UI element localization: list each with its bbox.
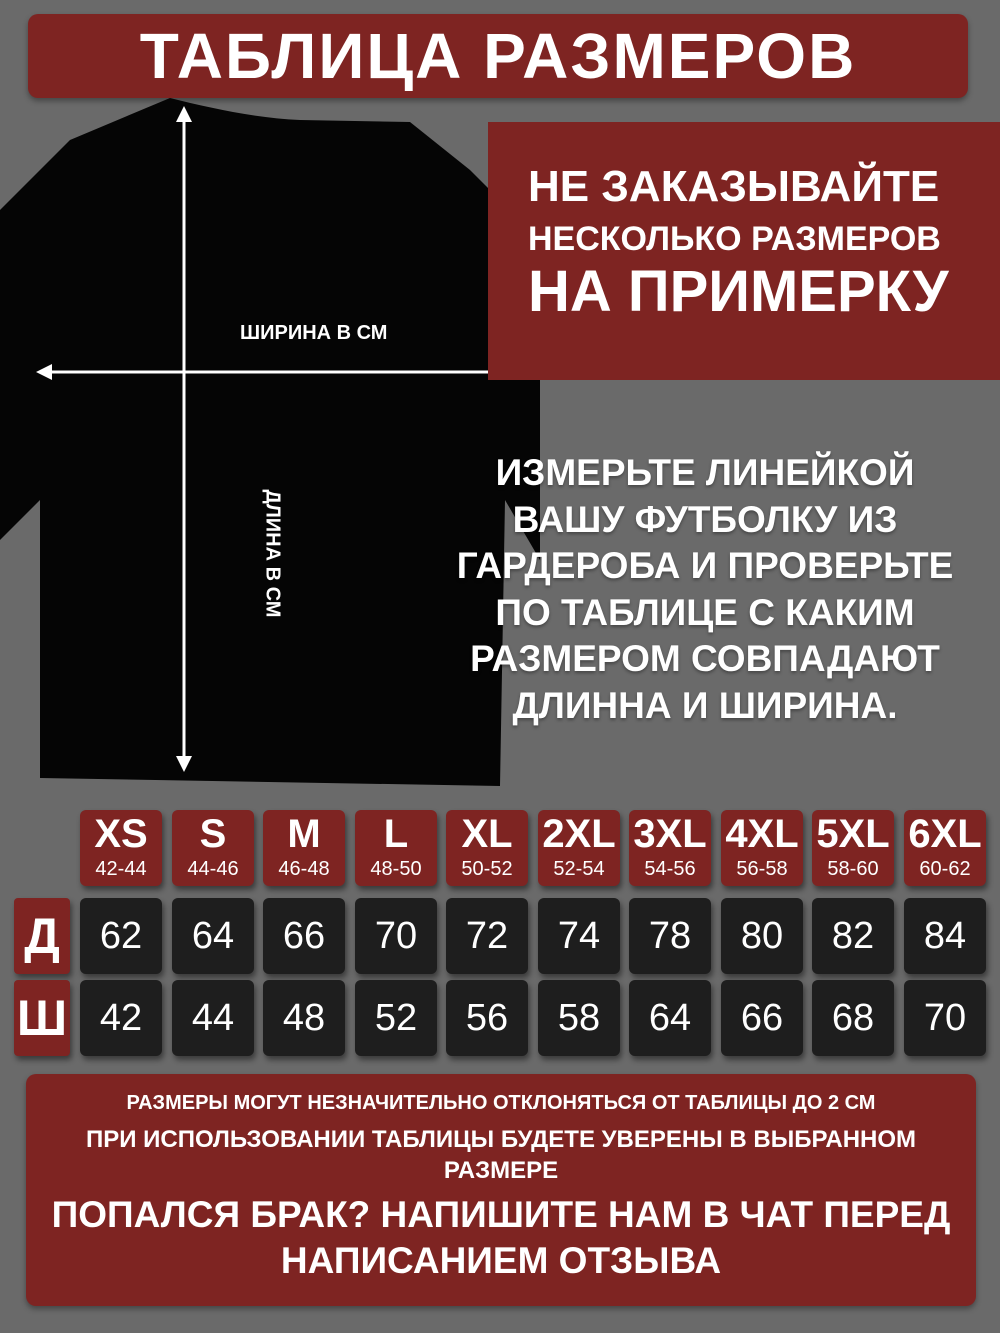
length-value: 72 bbox=[465, 915, 509, 957]
length-value: 64 bbox=[191, 915, 235, 957]
length-cell bbox=[172, 898, 254, 974]
size-range: 60-62 bbox=[919, 858, 971, 880]
tolerance-note: РАЗМЕРЫ МОГУТ НЕЗНАЧИТЕЛЬНО ОТКЛОНЯТЬСЯ ОТ ТАБЛИЦЫ ДО 2 СМ bbox=[126, 1092, 876, 1114]
length-value: 82 bbox=[831, 915, 875, 957]
instruction-line: ДЛИННА И ШИРИНА. bbox=[512, 684, 898, 726]
width-value: 42 bbox=[99, 997, 143, 1039]
size-name: 4XL bbox=[725, 812, 799, 856]
width-cell bbox=[812, 980, 894, 1056]
size-header-cell bbox=[538, 810, 620, 886]
instruction-line: ИЗМЕРЬТЕ ЛИНЕЙКОЙ bbox=[495, 452, 915, 493]
size-header-cell bbox=[355, 810, 437, 886]
length-value: 84 bbox=[923, 915, 967, 957]
width-cell bbox=[629, 980, 711, 1056]
size-range: 50-52 bbox=[461, 858, 513, 880]
width-cell bbox=[172, 980, 254, 1056]
size-name: XS bbox=[94, 812, 148, 856]
width-cell bbox=[263, 980, 345, 1056]
width-value: 70 bbox=[923, 997, 967, 1039]
defect-note bbox=[26, 1192, 976, 1284]
size-name: S bbox=[199, 812, 227, 856]
width-value: 66 bbox=[740, 997, 784, 1039]
size-range: 58-60 bbox=[827, 858, 879, 880]
length-value: 80 bbox=[740, 915, 784, 957]
length-value: 70 bbox=[374, 915, 418, 957]
size-name: L bbox=[383, 812, 409, 856]
width-cell bbox=[721, 980, 803, 1056]
length-value: 78 bbox=[648, 915, 692, 957]
size-name: XL bbox=[461, 812, 513, 856]
page-title: ТАБЛИЦА РАЗМЕРОВ bbox=[139, 20, 857, 92]
width-value: 52 bbox=[374, 997, 418, 1039]
length-cell bbox=[446, 898, 528, 974]
length-cell bbox=[629, 898, 711, 974]
row-label-width: Ш bbox=[14, 980, 70, 1056]
size-header-cell bbox=[904, 810, 986, 886]
width-value: 58 bbox=[557, 997, 601, 1039]
width-value: 48 bbox=[282, 997, 326, 1039]
size-range: 56-58 bbox=[736, 858, 788, 880]
warning-line-1: НЕ ЗАКАЗЫВАЙТЕ bbox=[528, 162, 940, 211]
length-label: ДЛИНА В СМ bbox=[261, 489, 284, 618]
width-cell bbox=[446, 980, 528, 1056]
instruction-line: РАЗМЕРОМ СОВПАДАЮТ bbox=[470, 638, 940, 679]
warning-line-3: НА ПРИМЕРКУ bbox=[528, 259, 949, 324]
size-name: 6XL bbox=[908, 812, 982, 856]
width-value: 68 bbox=[831, 997, 875, 1039]
size-range: 54-56 bbox=[644, 858, 696, 880]
size-header-cell bbox=[263, 810, 345, 886]
width-value: 56 bbox=[465, 997, 509, 1039]
length-value: 74 bbox=[557, 915, 601, 957]
width-value: 64 bbox=[648, 997, 692, 1039]
length-cell bbox=[812, 898, 894, 974]
size-header-cell bbox=[80, 810, 162, 886]
width-cell bbox=[80, 980, 162, 1056]
size-header-cell bbox=[812, 810, 894, 886]
width-cell bbox=[538, 980, 620, 1056]
warning-line-2: НЕСКОЛЬКО РАЗМЕРОВ bbox=[528, 220, 941, 258]
defect-note-line: ПОПАЛСЯ БРАК? НАПИШИТЕ НАМ В ЧАТ ПЕРЕД bbox=[51, 1194, 951, 1235]
size-name: 2XL bbox=[542, 812, 616, 856]
size-range: 52-54 bbox=[553, 858, 605, 880]
size-name: M bbox=[287, 812, 321, 856]
size-name: 5XL bbox=[816, 812, 890, 856]
defect-note-line: НАПИСАНИЕМ ОТЗЫВА bbox=[280, 1240, 722, 1281]
instruction-line: ПО ТАБЛИЦЕ С КАКИМ bbox=[495, 591, 915, 633]
size-name: 3XL bbox=[633, 812, 707, 856]
size-range: 46-48 bbox=[278, 858, 330, 880]
width-label: ШИРИНА В СМ bbox=[240, 322, 388, 344]
footer-notes bbox=[26, 1074, 976, 1306]
width-value: 44 bbox=[191, 997, 235, 1039]
usage-note-line: РАЗМЕРЕ bbox=[443, 1157, 559, 1184]
width-cell bbox=[355, 980, 437, 1056]
length-cell bbox=[263, 898, 345, 974]
size-header-cell bbox=[172, 810, 254, 886]
instruction-line: ГАРДЕРОБА И ПРОВЕРЬТЕ bbox=[456, 545, 954, 586]
size-header-cell bbox=[446, 810, 528, 886]
usage-note bbox=[26, 1124, 976, 1186]
size-header-cell bbox=[721, 810, 803, 886]
length-cell bbox=[904, 898, 986, 974]
length-value: 62 bbox=[99, 915, 143, 957]
size-range: 44-46 bbox=[187, 858, 239, 880]
length-cell bbox=[355, 898, 437, 974]
length-value: 66 bbox=[282, 915, 326, 957]
width-cell bbox=[904, 980, 986, 1056]
size-header-cell bbox=[629, 810, 711, 886]
instruction-line: ВАШУ ФУТБОЛКУ ИЗ bbox=[512, 498, 898, 540]
length-cell bbox=[80, 898, 162, 974]
usage-note-line: ПРИ ИСПОЛЬЗОВАНИИ ТАБЛИЦЫ БУДЕТЕ УВЕРЕНЫ В ВЫБРАННОМ bbox=[85, 1126, 917, 1153]
size-range: 48-50 bbox=[370, 858, 422, 880]
length-cell bbox=[538, 898, 620, 974]
length-cell bbox=[721, 898, 803, 974]
size-range: 42-44 bbox=[95, 858, 147, 880]
row-label-length: Д bbox=[14, 898, 70, 974]
